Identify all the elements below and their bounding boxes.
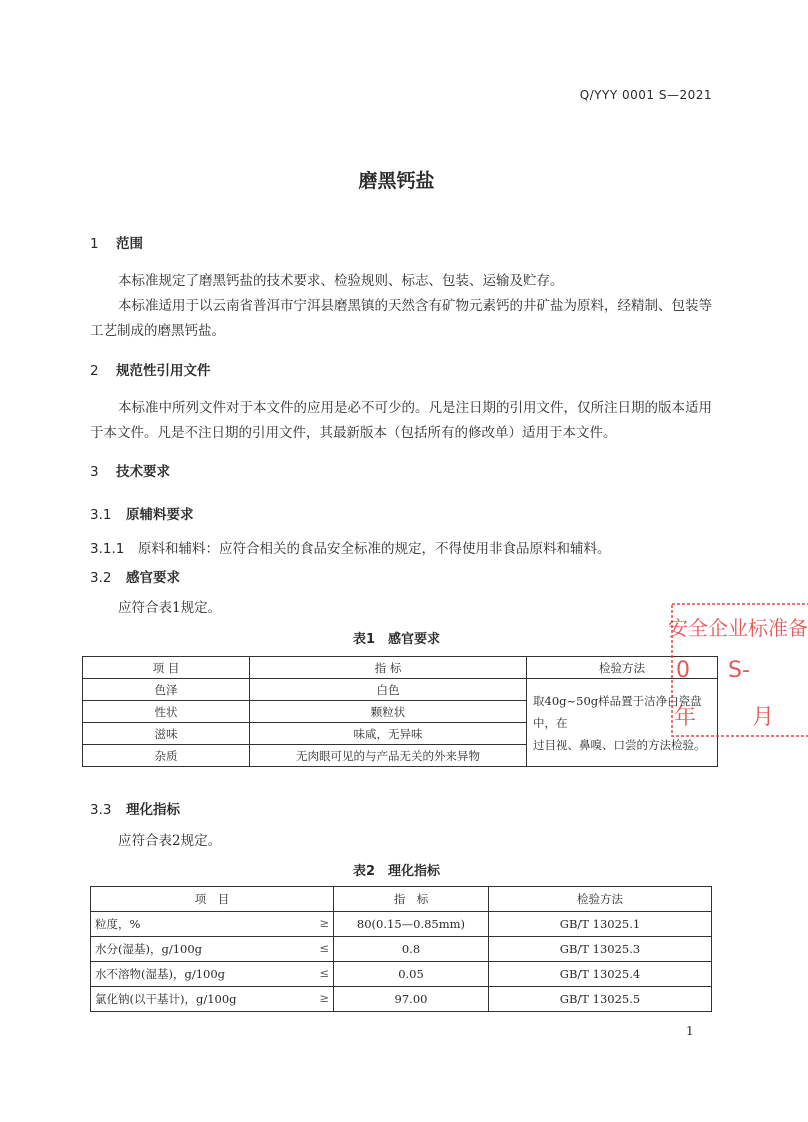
table-2-physicochemical [90,886,712,1012]
section-3-2-text: 应符合表1规定。 [118,600,222,616]
table-1-sensory [82,656,718,767]
stamp-line-2b: S- [728,658,750,683]
section-2-heading: 2 规范性引用文件 [90,363,211,379]
table-cell: GB/T 13025.4 [489,962,712,987]
table-header-cell: 项 目 [83,657,250,679]
table-row [91,937,712,962]
stamp-line-3b: 月 [752,705,775,730]
table-cell: GB/T 13025.1 [489,912,712,937]
section-3-3-text: 应符合表2规定。 [118,833,222,849]
section-3-2-heading: 3.2 感官要求 [90,570,180,586]
table-cell: 80(0.15—0.85mm) [334,912,489,937]
stamp-line-2a: 0 [676,658,690,683]
table-cell: 97.00 [334,987,489,1012]
table-cell: 水不溶物(湿基)，g/100g ≤ [91,962,334,987]
table-cell: 无肉眼可见的与产品无关的外来异物 [250,745,527,767]
table-cell: 白色 [250,679,527,701]
table-header-cell: 指 标 [334,887,489,912]
table-cell: 味咸，无异味 [250,723,527,745]
page-number: 1 [686,1024,694,1038]
table-cell: 水分(湿基)，g/100g ≤ [91,937,334,962]
table-cell: GB/T 13025.3 [489,937,712,962]
table-cell: 滋味 [83,723,250,745]
table-cell: 性状 [83,701,250,723]
table-cell: GB/T 13025.5 [489,987,712,1012]
section-3-heading: 3 技术要求 [90,464,170,480]
table-cell: 杂质 [83,745,250,767]
table-header-cell: 检验方法 [527,657,718,679]
table-header-cell: 指 标 [250,657,527,679]
table-header-row [83,657,718,679]
standard-code: Q/YYY 0001 S—2021 [579,88,712,102]
table-row [91,987,712,1012]
section-1-paragraph-1: 本标准规定了磨黑钙盐的技术要求、检验规则、标志、包装、运输及贮存。 [118,273,564,289]
table-method-cell: 取40g~50g样品置于洁净白瓷盘中，在 过目视、鼻嗅、口尝的方法检验。 [527,679,718,767]
stamp-line-3a: 年 [674,705,697,730]
stamp-line-1: 安全企业标准备 [668,616,808,640]
section-1-heading: 1 范围 [90,236,143,252]
section-3-3-heading: 3.3 理化指标 [90,802,180,818]
table-row [83,679,718,701]
table-cell: 粒度，% ≥ [91,912,334,937]
table-header-cell: 检验方法 [489,887,712,912]
table-cell: 颗粒状 [250,701,527,723]
table-cell: 色泽 [83,679,250,701]
section-3-1-1-text: 3.1.1 原料和辅料：应符合相关的食品安全标准的规定，不得使用非食品原料和辅料。 [90,541,611,557]
document-title: 磨黑钙盐 [358,170,435,192]
table-header-row [91,887,712,912]
table-2-caption: 表2 理化指标 [352,864,441,879]
section-2-paragraph: 本标准中所列文件对于本文件的应用是必不可少的。凡是注日期的引用文件，仅所注日期的版本适用于本文件。凡是不注日期的引用文件，其最新版本（包括所有的修改单）适用于本文件。 [90,400,712,441]
table-header-cell: 项 目 [91,887,334,912]
table-row [91,912,712,937]
section-3-1-heading: 3.1 原辅料要求 [90,507,194,523]
table-cell: 氯化钠(以干基计)，g/100g ≥ [91,987,334,1012]
table-cell: 0.05 [334,962,489,987]
table-cell: 0.8 [334,937,489,962]
section-1-paragraph-2: 本标准适用于以云南省普洱市宁洱县磨黑镇的天然含有矿物元素钙的井矿盐为原料，经精制、包装等工艺制成的磨黑钙盐。 [90,298,712,339]
table-1-caption: 表1 感官要求 [352,632,441,647]
table-row [91,962,712,987]
